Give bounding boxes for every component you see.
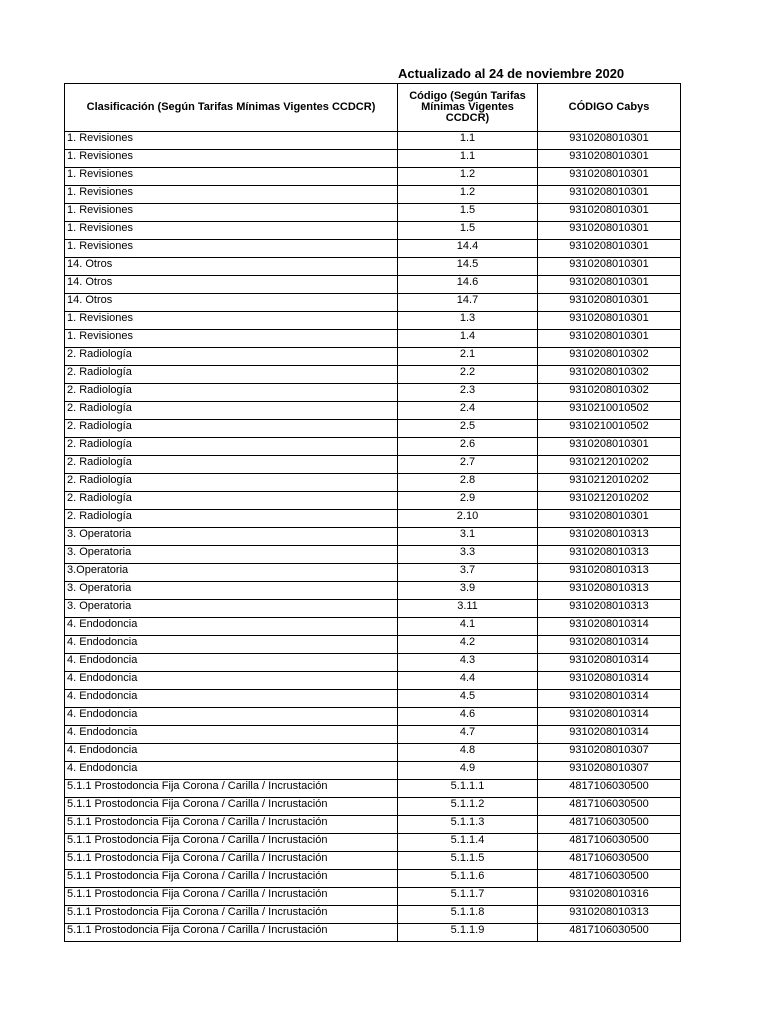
table-row bbox=[65, 600, 681, 618]
code-cell: 2.2 bbox=[398, 366, 538, 384]
classification-cell: 3. Operatoria bbox=[65, 528, 398, 546]
classification-cell: 3.Operatoria bbox=[65, 564, 398, 582]
cabys-code-cell: 9310208010302 bbox=[538, 348, 681, 366]
classification-cell: 5.1.1 Prostodoncia Fija Corona / Carilla / Incrustación bbox=[65, 888, 398, 906]
cabys-code-table bbox=[64, 83, 681, 942]
cabys-code-cell: 9310208010301 bbox=[538, 222, 681, 240]
code-cell: 2.4 bbox=[398, 402, 538, 420]
cabys-code-cell: 9310208010301 bbox=[538, 150, 681, 168]
cabys-code-cell: 9310208010301 bbox=[538, 294, 681, 312]
table-row bbox=[65, 654, 681, 672]
cabys-code-cell: 9310208010302 bbox=[538, 384, 681, 402]
classification-cell: 4. Endodoncia bbox=[65, 672, 398, 690]
code-cell: 2.7 bbox=[398, 456, 538, 474]
table-row bbox=[65, 420, 681, 438]
column-header-classification: Clasificación (Según Tarifas Mínimas Vigentes CCDCR) bbox=[65, 84, 398, 132]
cabys-code-cell: 9310208010301 bbox=[538, 312, 681, 330]
code-cell: 1.3 bbox=[398, 312, 538, 330]
code-cell: 2.9 bbox=[398, 492, 538, 510]
cabys-code-cell: 4817106030500 bbox=[538, 924, 681, 942]
code-cell: 2.3 bbox=[398, 384, 538, 402]
classification-cell: 14. Otros bbox=[65, 258, 398, 276]
code-cell: 1.4 bbox=[398, 330, 538, 348]
cabys-code-cell: 9310208010313 bbox=[538, 600, 681, 618]
table-row bbox=[65, 870, 681, 888]
table-row bbox=[65, 690, 681, 708]
classification-cell: 2. Radiología bbox=[65, 420, 398, 438]
code-cell: 2.1 bbox=[398, 348, 538, 366]
cabys-code-cell: 9310208010307 bbox=[538, 744, 681, 762]
cabys-code-cell: 9310212010202 bbox=[538, 456, 681, 474]
table-row bbox=[65, 528, 681, 546]
classification-cell: 14. Otros bbox=[65, 276, 398, 294]
table-row bbox=[65, 636, 681, 654]
classification-cell: 5.1.1 Prostodoncia Fija Corona / Carilla / Incrustación bbox=[65, 816, 398, 834]
classification-cell: 1. Revisiones bbox=[65, 150, 398, 168]
updated-date: Actualizado al 24 de noviembre 2020 bbox=[398, 66, 625, 81]
code-cell: 4.6 bbox=[398, 708, 538, 726]
code-cell: 5.1.1.6 bbox=[398, 870, 538, 888]
classification-cell: 3. Operatoria bbox=[65, 582, 398, 600]
code-cell: 1.5 bbox=[398, 204, 538, 222]
cabys-code-cell: 9310208010302 bbox=[538, 366, 681, 384]
code-cell: 2.10 bbox=[398, 510, 538, 528]
cabys-code-cell: 4817106030500 bbox=[538, 780, 681, 798]
classification-cell: 5.1.1 Prostodoncia Fija Corona / Carilla / Incrustación bbox=[65, 780, 398, 798]
code-cell: 4.3 bbox=[398, 654, 538, 672]
cabys-code-cell: 9310208010313 bbox=[538, 546, 681, 564]
cabys-code-cell: 9310208010314 bbox=[538, 654, 681, 672]
cabys-code-cell: 9310208010314 bbox=[538, 690, 681, 708]
classification-cell: 4. Endodoncia bbox=[65, 654, 398, 672]
cabys-code-cell: 9310208010301 bbox=[538, 438, 681, 456]
table-row bbox=[65, 330, 681, 348]
table-row bbox=[65, 762, 681, 780]
classification-cell: 5.1.1 Prostodoncia Fija Corona / Carilla / Incrustación bbox=[65, 870, 398, 888]
cabys-code-cell: 4817106030500 bbox=[538, 798, 681, 816]
code-cell: 1.2 bbox=[398, 186, 538, 204]
cabys-code-cell: 4817106030500 bbox=[538, 852, 681, 870]
table-row bbox=[65, 924, 681, 942]
table-header-row bbox=[65, 84, 681, 132]
table-row bbox=[65, 564, 681, 582]
table-row bbox=[65, 582, 681, 600]
cabys-code-cell: 9310212010202 bbox=[538, 474, 681, 492]
classification-cell: 1. Revisiones bbox=[65, 240, 398, 258]
table-row bbox=[65, 276, 681, 294]
table-row bbox=[65, 546, 681, 564]
classification-cell: 2. Radiología bbox=[65, 474, 398, 492]
code-cell: 14.5 bbox=[398, 258, 538, 276]
code-cell: 1.1 bbox=[398, 150, 538, 168]
table-row bbox=[65, 456, 681, 474]
classification-cell: 2. Radiología bbox=[65, 384, 398, 402]
code-cell: 5.1.1.1 bbox=[398, 780, 538, 798]
code-cell: 4.8 bbox=[398, 744, 538, 762]
code-cell: 4.7 bbox=[398, 726, 538, 744]
cabys-code-cell: 9310208010314 bbox=[538, 672, 681, 690]
classification-cell: 4. Endodoncia bbox=[65, 708, 398, 726]
cabys-code-cell: 9310208010301 bbox=[538, 204, 681, 222]
cabys-code-cell: 9310208010301 bbox=[538, 240, 681, 258]
column-header-code: Código (Según Tarifas Mínimas Vigentes CCDCR) bbox=[398, 84, 538, 132]
classification-cell: 3. Operatoria bbox=[65, 546, 398, 564]
code-cell: 14.4 bbox=[398, 240, 538, 258]
cabys-code-cell: 4817106030500 bbox=[538, 870, 681, 888]
cabys-code-cell: 9310208010313 bbox=[538, 906, 681, 924]
table-row bbox=[65, 510, 681, 528]
table-row bbox=[65, 672, 681, 690]
table-row bbox=[65, 834, 681, 852]
classification-cell: 5.1.1 Prostodoncia Fija Corona / Carilla / Incrustación bbox=[65, 834, 398, 852]
code-cell: 4.1 bbox=[398, 618, 538, 636]
classification-cell: 1. Revisiones bbox=[65, 330, 398, 348]
code-cell: 3.1 bbox=[398, 528, 538, 546]
code-cell: 1.5 bbox=[398, 222, 538, 240]
code-cell: 2.5 bbox=[398, 420, 538, 438]
table-row bbox=[65, 132, 681, 150]
code-cell: 4.9 bbox=[398, 762, 538, 780]
code-cell: 3.7 bbox=[398, 564, 538, 582]
classification-cell: 4. Endodoncia bbox=[65, 618, 398, 636]
code-cell: 5.1.1.7 bbox=[398, 888, 538, 906]
classification-cell: 2. Radiología bbox=[65, 366, 398, 384]
classification-cell: 4. Endodoncia bbox=[65, 636, 398, 654]
cabys-code-cell: 9310208010301 bbox=[538, 186, 681, 204]
table-body bbox=[65, 132, 681, 942]
classification-cell: 1. Revisiones bbox=[65, 168, 398, 186]
code-cell: 4.5 bbox=[398, 690, 538, 708]
cabys-code-cell: 9310212010202 bbox=[538, 492, 681, 510]
code-cell: 5.1.1.5 bbox=[398, 852, 538, 870]
classification-cell: 1. Revisiones bbox=[65, 132, 398, 150]
cabys-code-cell: 4817106030500 bbox=[538, 816, 681, 834]
classification-cell: 1. Revisiones bbox=[65, 186, 398, 204]
table-row bbox=[65, 312, 681, 330]
table-row bbox=[65, 294, 681, 312]
code-cell: 5.1.1.2 bbox=[398, 798, 538, 816]
table-row bbox=[65, 906, 681, 924]
table-row bbox=[65, 150, 681, 168]
code-cell: 1.2 bbox=[398, 168, 538, 186]
classification-cell: 5.1.1 Prostodoncia Fija Corona / Carilla / Incrustación bbox=[65, 924, 398, 942]
table-row bbox=[65, 474, 681, 492]
table-row bbox=[65, 852, 681, 870]
cabys-code-cell: 9310208010313 bbox=[538, 582, 681, 600]
cabys-code-cell: 9310208010313 bbox=[538, 528, 681, 546]
table-row bbox=[65, 798, 681, 816]
table-row bbox=[65, 258, 681, 276]
code-cell: 3.11 bbox=[398, 600, 538, 618]
cabys-code-cell: 9310208010314 bbox=[538, 618, 681, 636]
table-row bbox=[65, 726, 681, 744]
code-cell: 1.1 bbox=[398, 132, 538, 150]
code-cell: 3.3 bbox=[398, 546, 538, 564]
classification-cell: 1. Revisiones bbox=[65, 312, 398, 330]
cabys-code-cell: 9310208010314 bbox=[538, 708, 681, 726]
cabys-code-cell: 4817106030500 bbox=[538, 834, 681, 852]
code-cell: 4.4 bbox=[398, 672, 538, 690]
table-row bbox=[65, 240, 681, 258]
table-row bbox=[65, 888, 681, 906]
classification-cell: 4. Endodoncia bbox=[65, 744, 398, 762]
table-row bbox=[65, 780, 681, 798]
cabys-code-cell: 9310208010301 bbox=[538, 132, 681, 150]
table-row bbox=[65, 816, 681, 834]
code-cell: 4.2 bbox=[398, 636, 538, 654]
classification-cell: 2. Radiología bbox=[65, 402, 398, 420]
table-row bbox=[65, 744, 681, 762]
code-cell: 5.1.1.3 bbox=[398, 816, 538, 834]
classification-cell: 2. Radiología bbox=[65, 438, 398, 456]
cabys-code-cell: 9310208010314 bbox=[538, 726, 681, 744]
cabys-code-cell: 9310210010502 bbox=[538, 420, 681, 438]
cabys-code-cell: 9310208010301 bbox=[538, 276, 681, 294]
table-row bbox=[65, 438, 681, 456]
table-row bbox=[65, 402, 681, 420]
cabys-code-cell: 9310208010301 bbox=[538, 168, 681, 186]
table-row bbox=[65, 366, 681, 384]
table-row bbox=[65, 168, 681, 186]
table-row bbox=[65, 708, 681, 726]
code-cell: 5.1.1.4 bbox=[398, 834, 538, 852]
classification-cell: 5.1.1 Prostodoncia Fija Corona / Carilla / Incrustación bbox=[65, 852, 398, 870]
code-cell: 5.1.1.9 bbox=[398, 924, 538, 942]
code-cell: 14.7 bbox=[398, 294, 538, 312]
classification-cell: 2. Radiología bbox=[65, 348, 398, 366]
classification-cell: 2. Radiología bbox=[65, 456, 398, 474]
classification-cell: 2. Radiología bbox=[65, 492, 398, 510]
classification-cell: 2. Radiología bbox=[65, 510, 398, 528]
table-row bbox=[65, 384, 681, 402]
code-cell: 2.6 bbox=[398, 438, 538, 456]
classification-cell: 1. Revisiones bbox=[65, 222, 398, 240]
cabys-code-cell: 9310208010313 bbox=[538, 564, 681, 582]
classification-cell: 4. Endodoncia bbox=[65, 690, 398, 708]
classification-cell: 4. Endodoncia bbox=[65, 762, 398, 780]
table-row bbox=[65, 204, 681, 222]
classification-cell: 5.1.1 Prostodoncia Fija Corona / Carilla / Incrustación bbox=[65, 798, 398, 816]
table-row bbox=[65, 348, 681, 366]
table-row bbox=[65, 186, 681, 204]
code-cell: 14.6 bbox=[398, 276, 538, 294]
cabys-code-cell: 9310208010301 bbox=[538, 330, 681, 348]
code-cell: 3.9 bbox=[398, 582, 538, 600]
cabys-code-cell: 9310208010301 bbox=[538, 258, 681, 276]
classification-cell: 14. Otros bbox=[65, 294, 398, 312]
cabys-code-cell: 9310208010316 bbox=[538, 888, 681, 906]
classification-cell: 4. Endodoncia bbox=[65, 726, 398, 744]
cabys-code-cell: 9310208010307 bbox=[538, 762, 681, 780]
code-cell: 2.8 bbox=[398, 474, 538, 492]
cabys-code-cell: 9310210010502 bbox=[538, 402, 681, 420]
classification-cell: 5.1.1 Prostodoncia Fija Corona / Carilla / Incrustación bbox=[65, 906, 398, 924]
table-row bbox=[65, 492, 681, 510]
table-row bbox=[65, 618, 681, 636]
cabys-code-cell: 9310208010314 bbox=[538, 636, 681, 654]
classification-cell: 3. Operatoria bbox=[65, 600, 398, 618]
classification-cell: 1. Revisiones bbox=[65, 204, 398, 222]
cabys-code-cell: 9310208010301 bbox=[538, 510, 681, 528]
table-row bbox=[65, 222, 681, 240]
column-header-cabys: CÓDIGO Cabys bbox=[538, 84, 681, 132]
code-cell: 5.1.1.8 bbox=[398, 906, 538, 924]
